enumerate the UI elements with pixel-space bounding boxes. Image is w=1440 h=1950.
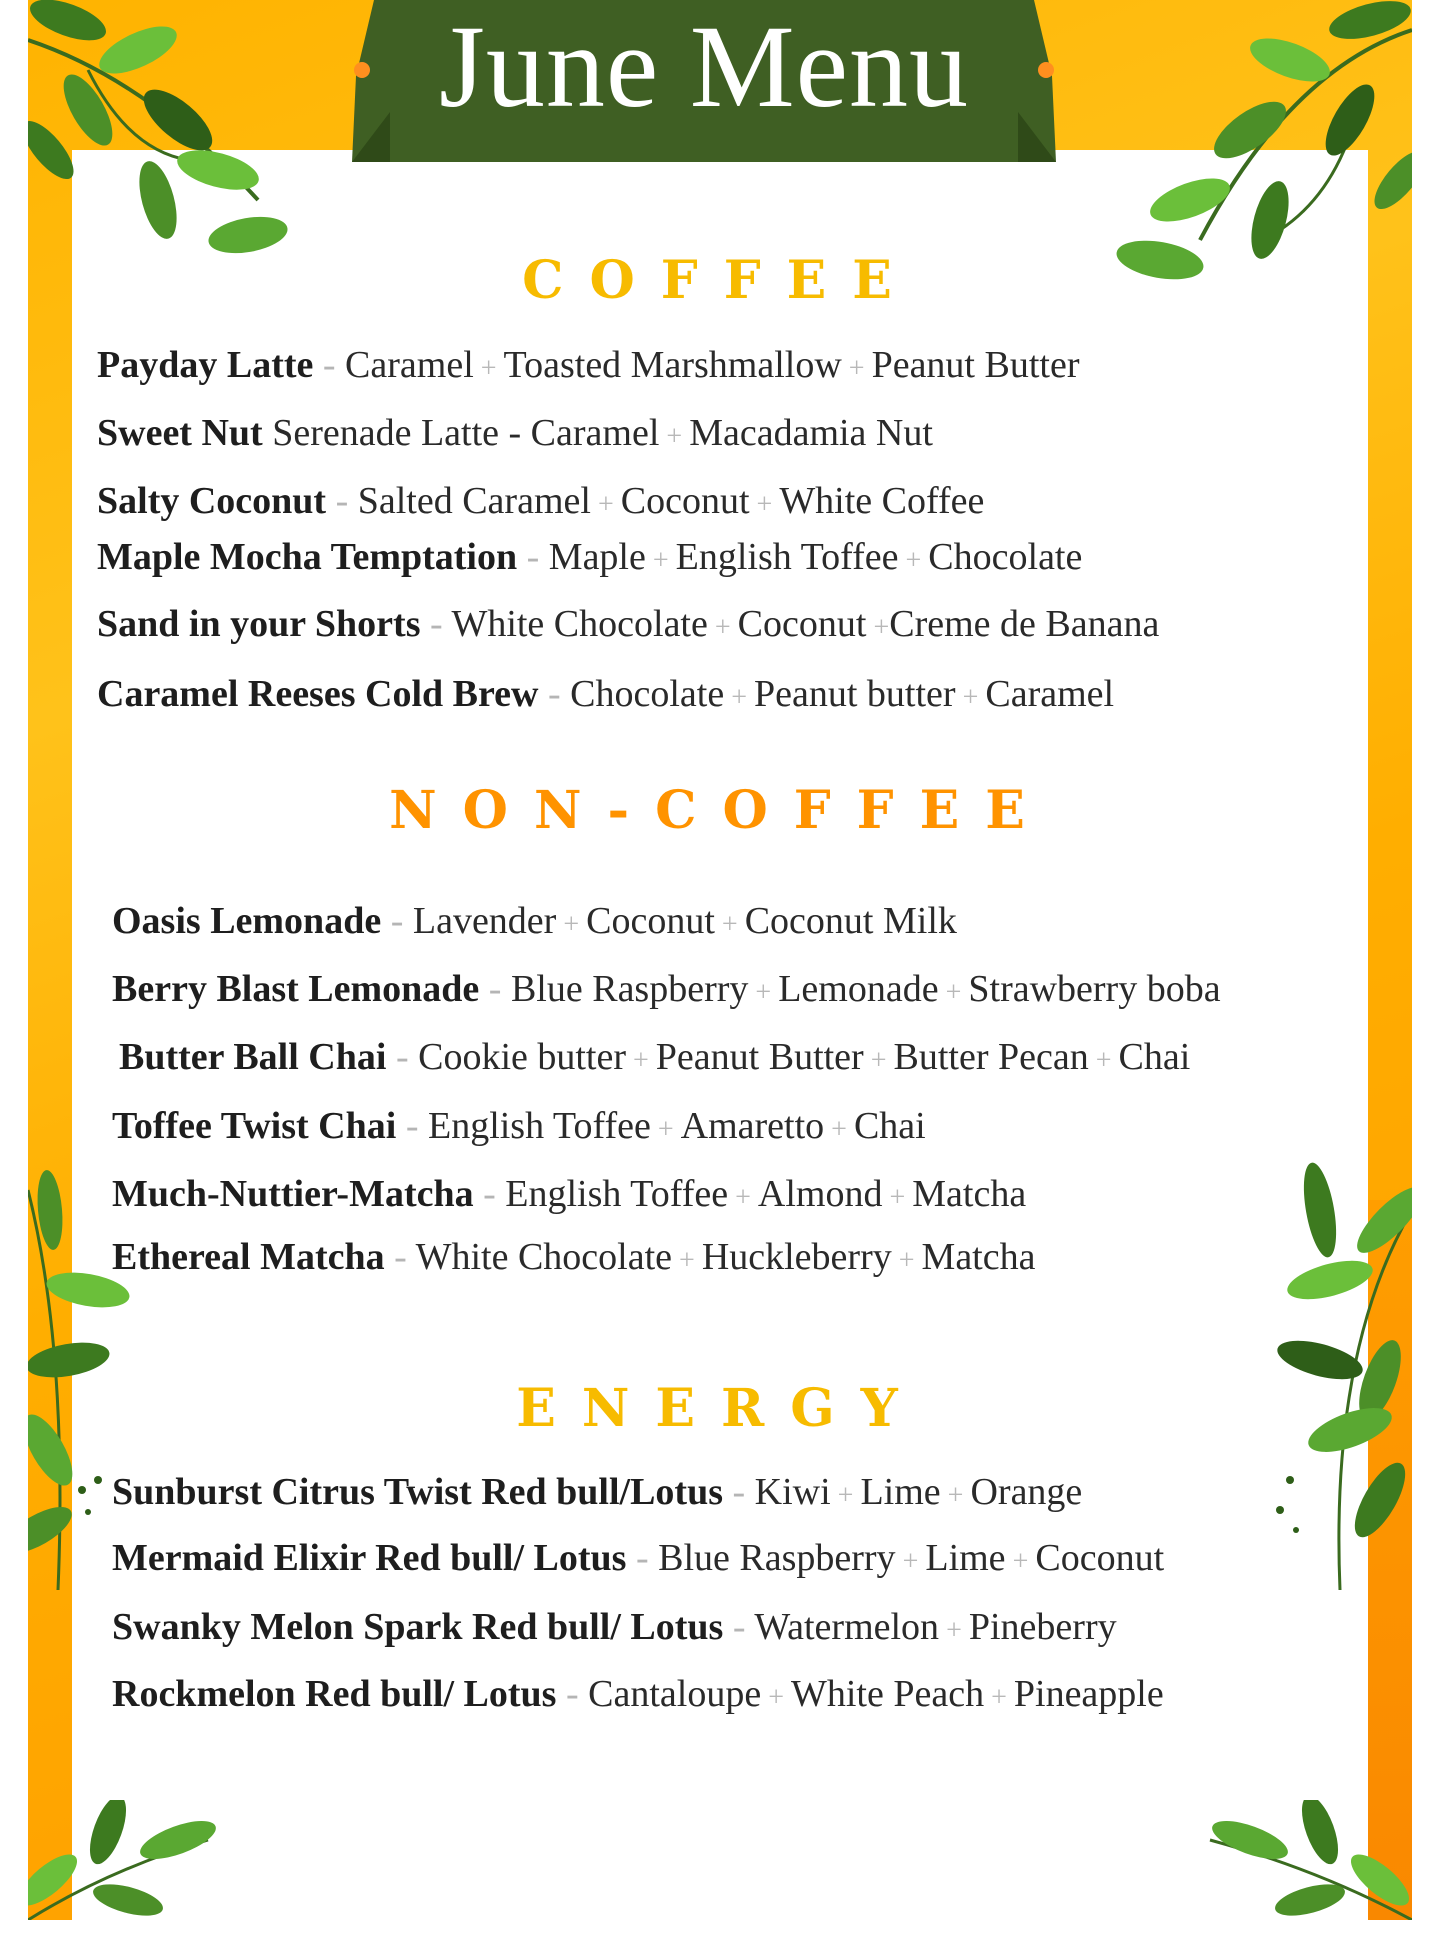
ingredient: Huckleberry — [701, 1236, 892, 1278]
ingredient: Toasted Marshmallow — [503, 344, 842, 386]
item-name: Butter Ball Chai — [119, 1036, 387, 1078]
item-name: Toffee Twist Chai — [112, 1105, 397, 1147]
plus-separator: + — [650, 1114, 681, 1145]
plus-separator: + — [724, 682, 754, 713]
ingredient: White Chocolate — [451, 603, 708, 645]
item-separator: - — [384, 1236, 416, 1278]
menu-item — [112, 967, 1221, 1015]
ingredient: Blue Raspberry — [510, 968, 749, 1010]
ingredient: Pineberry — [968, 1606, 1117, 1648]
item-separator: - — [473, 1173, 506, 1215]
plus-separator: + — [938, 977, 969, 1008]
ingredient: Almond — [757, 1173, 883, 1215]
item-name: Ethereal Matcha — [112, 1236, 385, 1278]
plus-separator: + — [1088, 1045, 1119, 1076]
ingredient: Matcha — [912, 1173, 1027, 1215]
item-name: Swanky Melon Spark Red bull/ Lotus — [112, 1606, 724, 1648]
ingredient: Peanut butter — [754, 673, 956, 715]
ingredient: White Peach — [790, 1673, 985, 1715]
leaf-sprig-icon — [28, 0, 388, 290]
plus-separator: + — [672, 1245, 702, 1276]
ingredient: Peanut Butter — [655, 1036, 864, 1078]
ingredient: Chai — [853, 1105, 926, 1147]
item-name: Payday Latte — [97, 344, 314, 386]
menu-item — [119, 1035, 1190, 1083]
section-heading-energy: ENERGY — [516, 1378, 924, 1439]
item-name: Salty Coconut — [97, 480, 327, 522]
ingredient: Chocolate — [570, 673, 725, 715]
menu-item — [97, 535, 1082, 583]
ingredient: Creme de Banana — [889, 603, 1160, 645]
plus-separator: + — [891, 1245, 922, 1276]
title-banner — [352, 0, 1056, 162]
plus-separator: + — [761, 1682, 791, 1713]
menu-item — [112, 1672, 1164, 1720]
menu-item — [112, 899, 957, 947]
item-separator: - — [723, 1471, 755, 1513]
plus-separator: + — [556, 909, 587, 940]
menu-item — [97, 479, 984, 527]
ingredient: Cantaloupe — [588, 1673, 762, 1715]
menu-item — [97, 602, 1159, 650]
item-separator: - — [313, 344, 346, 386]
ingredient: English Toffee — [427, 1105, 651, 1147]
ingredient: Matcha — [921, 1236, 1036, 1278]
page-margin-right — [1412, 0, 1440, 1920]
item-name: Mermaid Elixir Red bull/ Lotus — [112, 1537, 627, 1579]
plus-separator: + — [955, 682, 986, 713]
item-separator: - — [386, 1036, 419, 1078]
plus-separator: + — [866, 612, 890, 643]
item-name: Maple Mocha Temptation — [97, 536, 518, 578]
ingredient: Lime — [860, 1471, 941, 1513]
ingredient: Chocolate — [928, 536, 1083, 578]
plus-separator: + — [984, 1682, 1014, 1713]
ingredient: Macadamia Nut — [689, 412, 933, 454]
item-separator: - — [326, 480, 358, 522]
plus-separator: + — [749, 489, 780, 520]
plus-separator: + — [898, 545, 929, 576]
plus-separator: + — [895, 1546, 926, 1577]
ingredient: Peanut Butter — [871, 344, 1080, 386]
menu-item — [97, 672, 1114, 720]
item-separator: - — [396, 1105, 428, 1147]
plus-separator: + — [830, 1480, 861, 1511]
plus-separator: + — [841, 353, 872, 384]
ingredient: Watermelon — [754, 1606, 940, 1648]
section-heading-non-coffee: NON-COFFEE — [389, 780, 1051, 841]
ingredient: Maple — [548, 536, 646, 578]
plus-separator: + — [626, 1045, 656, 1076]
ingredient: English Toffee — [675, 536, 899, 578]
plus-separator: + — [714, 909, 745, 940]
menu-item — [112, 1536, 1164, 1584]
item-name: Berry Blast Lemonade — [112, 968, 480, 1010]
ingredient: Lime — [925, 1537, 1006, 1579]
plus-separator: + — [863, 1045, 894, 1076]
ingredient: Kiwi — [754, 1471, 831, 1513]
item-name: Oasis Lemonade — [112, 900, 382, 942]
plus-separator: + — [473, 353, 504, 384]
page-margin-left — [0, 0, 28, 1920]
ingredient: Coconut — [737, 603, 867, 645]
ingredient: Lavender — [412, 900, 557, 942]
ingredient: Pineapple — [1013, 1673, 1164, 1715]
plus-separator: + — [1005, 1546, 1036, 1577]
ingredient: Amaretto — [680, 1105, 825, 1147]
item-name: Sand in your Shorts — [97, 603, 421, 645]
plus-separator: + — [590, 489, 621, 520]
plus-separator: + — [659, 421, 690, 452]
item-separator: - — [556, 1673, 589, 1715]
ingredient: Caramel — [530, 412, 660, 454]
item-separator: - — [723, 1606, 755, 1648]
ingredient: Cookie butter — [418, 1036, 626, 1078]
menu-item — [112, 1470, 1082, 1518]
ingredient: Coconut — [586, 900, 715, 942]
menu-item — [112, 1235, 1035, 1283]
section-heading-coffee: COFFEE — [522, 250, 918, 311]
ingredient: Coconut Milk — [744, 900, 957, 942]
item-name: Caramel Reeses Cold Brew — [97, 673, 539, 715]
ingredient: Strawberry boba — [968, 968, 1221, 1010]
item-separator: - — [420, 603, 452, 645]
plus-separator: + — [748, 977, 779, 1008]
item-separator: - — [381, 900, 413, 942]
ingredient: Orange — [970, 1471, 1083, 1513]
ingredient: Blue Raspberry — [658, 1537, 896, 1579]
menu-item — [112, 1172, 1026, 1220]
ingredient: White Coffee — [779, 480, 985, 522]
leaf-sprig-icon — [1200, 1800, 1412, 1920]
plus-separator: + — [645, 545, 676, 576]
menu-item — [112, 1104, 926, 1152]
ingredient: Lemonade — [778, 968, 939, 1010]
plus-separator: + — [824, 1114, 854, 1145]
ingredient: Chai — [1118, 1036, 1191, 1078]
menu-item — [97, 411, 933, 459]
ingredient: Butter Pecan — [893, 1036, 1089, 1078]
ingredient: White Chocolate — [415, 1236, 673, 1278]
ingredient: English Toffee — [505, 1173, 729, 1215]
item-name: Sweet Nut — [97, 412, 263, 454]
item-name: Much-Nuttier-Matcha — [112, 1173, 474, 1215]
item-name: Rockmelon Red bull/ Lotus — [112, 1673, 557, 1715]
menu-item — [97, 343, 1079, 391]
plus-separator: + — [940, 1480, 971, 1511]
ingredient: Coconut — [1035, 1537, 1165, 1579]
leaf-sprig-icon — [28, 1800, 228, 1920]
page-title: June Menu — [438, 1, 970, 132]
item-separator: Serenade Latte - — [262, 412, 531, 454]
plus-separator: + — [728, 1182, 758, 1213]
ingredient: Caramel — [985, 673, 1115, 715]
ingredient: Salted Caramel — [357, 480, 591, 522]
plus-separator: + — [882, 1182, 913, 1213]
item-separator: - — [626, 1537, 659, 1579]
item-separator: - — [538, 673, 571, 715]
ingredient: Caramel — [345, 344, 474, 386]
plus-separator: + — [939, 1615, 969, 1646]
plus-separator: + — [707, 612, 738, 643]
item-name: Sunburst Citrus Twist Red bull/Lotus — [112, 1471, 724, 1513]
menu-item — [112, 1605, 1117, 1653]
item-separator: - — [517, 536, 549, 578]
item-separator: - — [479, 968, 511, 1010]
ingredient: Coconut — [620, 480, 750, 522]
